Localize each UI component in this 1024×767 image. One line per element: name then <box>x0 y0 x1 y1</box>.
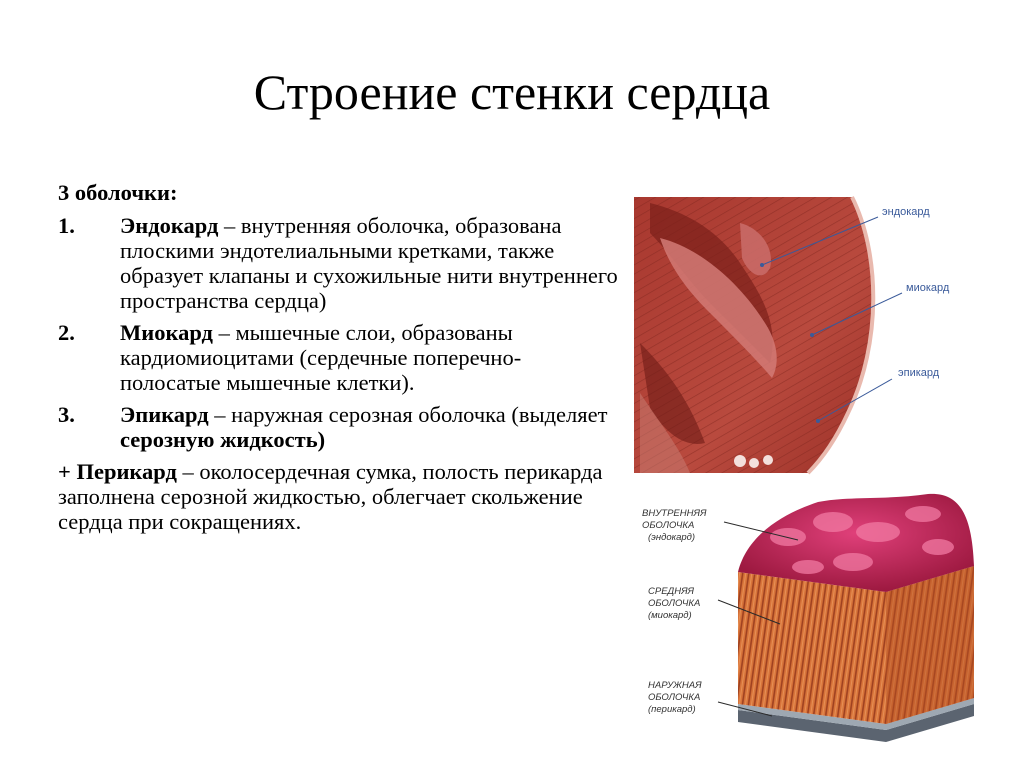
label-middle-line3: (миокард) <box>648 610 692 621</box>
pericardium-prefix: + <box>58 459 77 484</box>
label-inner-line1: ВНУТРЕННЯЯ <box>642 508 707 519</box>
label-endocard: эндокард <box>882 206 930 218</box>
myocardium-layer-front <box>738 572 886 724</box>
slide-title: Строение стенки сердца <box>253 64 771 120</box>
label-inner-line2: ОБОЛОЧКА <box>642 520 695 531</box>
pericardium-description: – околосердечная сумка, полость перикарда заполнена серозной жидкостью, облегчает скольжение сердца при сокращениях. <box>58 459 603 534</box>
item-description: – внутренняя оболочка, образована плоскими эндотелиальными кретками, также образует клапаны и сухожильные нити внутреннего пространства сердца) <box>120 213 618 313</box>
heart-section-figure <box>630 193 990 475</box>
label-middle-line1: СРЕДНЯЯ <box>648 586 695 597</box>
pericardium-note <box>58 459 618 534</box>
text-block <box>58 180 618 534</box>
item-body <box>120 320 618 395</box>
item-term: Эпикард <box>120 402 209 427</box>
label-myocard: миокард <box>906 282 950 294</box>
item-term: Миокард <box>120 320 213 345</box>
label-outer-line1: НАРУЖНАЯ <box>648 680 702 691</box>
item-number: 3. <box>58 402 75 427</box>
item-body <box>120 402 618 452</box>
list-item-epicard <box>58 402 618 452</box>
item-number: 1. <box>58 213 75 238</box>
item-term: Эндокард <box>120 213 219 238</box>
list-item-endocard <box>58 213 618 313</box>
list-item-myocard <box>58 320 618 395</box>
pericardium-term: Перикард <box>76 459 177 484</box>
label-epicard: эпикард <box>898 367 940 379</box>
intro-line: 3 оболочки: <box>58 180 178 205</box>
item-body <box>120 213 618 313</box>
item-bold-tail: серозную жидкость) <box>120 427 326 452</box>
item-number: 2. <box>58 320 75 345</box>
heart-wall-block-figure <box>638 492 974 750</box>
label-middle-line2: ОБОЛОЧКА <box>648 598 701 609</box>
label-outer-line3: (перикард) <box>648 704 696 715</box>
label-outer-line2: ОБОЛОЧКА <box>648 692 701 703</box>
item-description: – наружная серозная оболочка (выделяет <box>208 402 608 427</box>
label-inner-line3: (эндокард) <box>648 532 696 543</box>
item-description: – мышечные слои, образованы кардиомиоцитами (сердечные поперечно-полосатые мышечные клетки). <box>120 320 522 395</box>
